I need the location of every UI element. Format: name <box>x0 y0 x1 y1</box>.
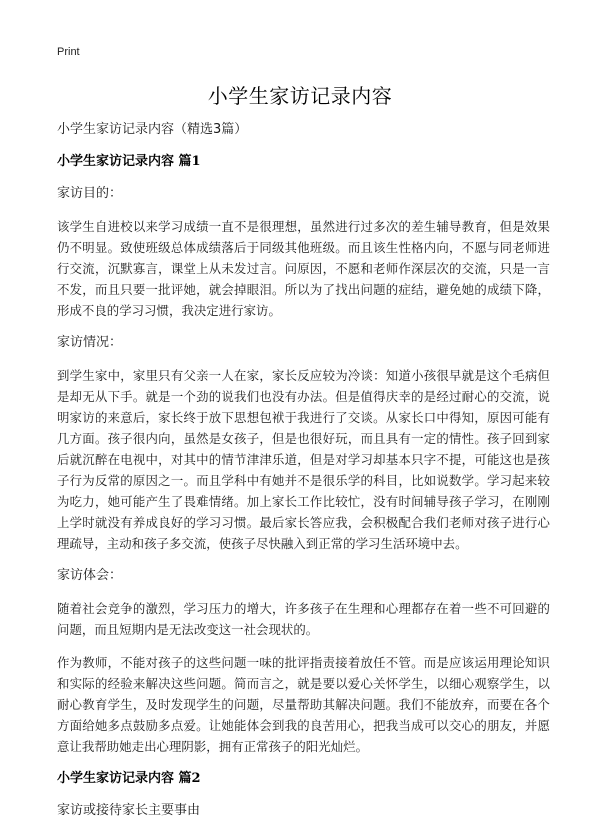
document-title: 小学生家访记录内容 <box>207 84 393 108</box>
document-body <box>57 120 550 833</box>
reflection-label: 家访体会： <box>57 568 123 583</box>
reflection-paragraph-1: 随着社会竞争的激烈，学习压力的增大，许多孩子在生理和心理都存在着一些不可回避的问题，而且短期内是无法改变这一社会现状的。 <box>57 601 550 637</box>
purpose-paragraph: 该学生自进校以来学习成绩一直不是很理想，虽然进行过多次的差生辅导教育，但是效果仍不明显。致使班级总体成绩落后于同级其他班级。而且该生性格内向，不愿与同老师进行交流，沉默寡言，课堂上从未发过言。问原因，不愿和老师作深层次的交流，只是一言不发，而且只要一批评她，就会掉眼泪。所以为了找出问题的症结，避免她的成绩下降，形成不良的学习习惯，我决定进行家访。 <box>57 219 550 318</box>
situation-label: 家访情况： <box>57 335 123 350</box>
article-1-heading: 小学生家访记录内容 篇1 <box>57 154 201 169</box>
print-label: Print <box>57 46 80 58</box>
purpose-label: 家访目的： <box>57 186 123 201</box>
situation-paragraph: 到学生家中，家里只有父亲一人在家，家长反应较为冷谈：知道小孩很早就是这个毛病但是却无从下手。就是一个劲的说我们也没有办法。但是值得庆幸的是经过耐心的交流，说明家访的来意后，家长终于放下思想包袱于我进行了交谈。从家长口中得知，原因可能有几方面。孩子很内向，虽然是女孩子，但是也很好玩，而且具有一定的情性。孩子回到家后就沉醉在电视中，对其中的情节津津乐道，但是对学习却基本只字不提，可能这也是孩子行为反常的原因之一。而且学科中有她并不是很乐学的科目，比如说数学。学习起来较为吃力，她可能产生了畏难情绪。加上家长工作比较忙，没有时间辅导孩子学习，在刚刚上学时就没有养成良好的学习习惯。最后家长答应我，会积极配合我们老师对孩子进行心理疏导，主动和孩子多交流，使孩子尽快融入到正常的学习生活环境中去。 <box>57 368 550 551</box>
document-subtitle: 小学生家访记录内容（精选3篇） <box>57 122 248 137</box>
reflection-paragraph-2: 作为教师，不能对孩子的这些问题一味的批评指责接着放任不管。而是应该运用理论知识和实际的经验来解决这些问题。简而言之，就是要以爱心关怀学生，以细心观察学生，以耐心教育学生，及时发现学生的问题，尽量帮助其解决问题。我们不能放弃，而要在各个方面给她多点鼓励多点爱。让她能体会到我的良苦用心，把我当成可以交心的朋友，并愿意让我帮助她走出心理阴影，拥有正常孩子的阳光灿烂。 <box>57 655 550 754</box>
article-2-first-line: 家访或接待家长主要事由 <box>57 803 201 818</box>
article-2-heading: 小学生家访记录内容 篇2 <box>57 771 201 786</box>
